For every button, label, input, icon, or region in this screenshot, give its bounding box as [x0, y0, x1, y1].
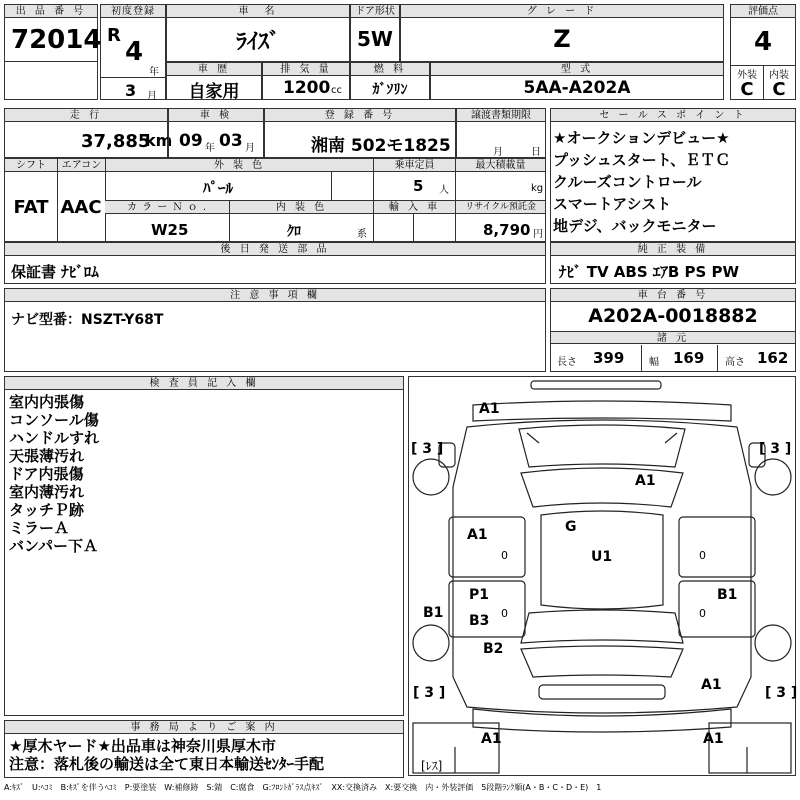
inspector-note: コンソール傷	[9, 411, 99, 429]
office-note: 注意：落札後の輸送は全て東日本輸送ｾﾝﾀｰ手配	[9, 755, 325, 773]
chassis-number: A202A-0018882	[588, 305, 758, 327]
import-header: 輸 入 車	[373, 201, 455, 214]
sales-point: ★オークションデビュー★	[553, 129, 730, 147]
damage-left-rear-fender: B2	[483, 641, 504, 657]
color-number: W25	[151, 221, 189, 239]
damage-left-step: B1	[423, 605, 444, 621]
door-box	[350, 4, 400, 62]
fuel-header: 燃 料	[351, 63, 429, 76]
inspector-note: 室内薄汚れ	[9, 483, 85, 501]
damage-roof-u1: U1	[591, 549, 613, 565]
sales-point: スマートアシスト	[553, 195, 672, 213]
reg-year-unit: 年	[149, 67, 159, 78]
transfer-month: 月	[493, 147, 503, 158]
inspector-note: ハンドルすれ	[9, 429, 100, 447]
inspector-note: タッチＰ跡	[9, 501, 85, 519]
damage-roof-g: G	[565, 519, 577, 535]
equipment-box	[550, 242, 796, 284]
shaken-header: 車 検	[169, 109, 263, 122]
zero-marker: 0	[699, 549, 706, 562]
office-box	[4, 720, 404, 778]
shift-header: シフト	[5, 159, 57, 172]
notes: ナビ型番：NSZT-Y68T	[11, 312, 164, 328]
mileage-header: 走 行	[5, 109, 167, 122]
fuel-box	[350, 62, 430, 100]
registration-number: 湘南 502モ1825	[311, 136, 451, 156]
width: 169	[673, 349, 705, 367]
shaken-box	[168, 108, 264, 158]
air-conditioner: AAC	[60, 197, 102, 218]
displacement-header: 排 気 量	[263, 63, 349, 76]
capacity: 5	[413, 177, 424, 195]
ext-color-header: 外 装 色	[105, 159, 373, 172]
dimensions-header: 諸 元	[551, 331, 795, 344]
shaken-year-unit: 年	[205, 143, 215, 154]
inspector-box	[4, 376, 404, 716]
tire-rear-left: [ 3 ]	[413, 685, 446, 701]
recycle-header: リサイクル預託金	[455, 201, 545, 214]
spec-box	[4, 158, 546, 242]
sales-point: 地デジ、バックモニター	[553, 217, 717, 235]
inspector-note: 天張薄汚れ	[9, 447, 85, 465]
registration-box	[264, 108, 456, 158]
mileage-box	[4, 108, 173, 158]
chassis-box	[550, 288, 796, 372]
inspector-notes	[9, 393, 99, 555]
interior-color: ｸﾛ	[287, 224, 301, 240]
inspector-header: 検 査 員 記 入 欄	[5, 377, 403, 390]
score-header: 評価点	[731, 5, 795, 18]
grade-box	[400, 4, 724, 62]
zero-marker: 0	[699, 607, 706, 620]
height-label: 高さ	[725, 357, 745, 368]
damage-rear-bumper-right: A1	[703, 731, 724, 747]
legend: A:ｷｽﾞ U:ﾍｺﾐ B:ｷｽﾞを伴うﾍｺﾐ P:要塗装 W:補修跡 S:錆 C:腐食 G:ﾌﾛﾝﾄｶﾞﾗｽ点ｷｽﾞ XX:交換済み X:要交換 内・外装評価 5段階ﾗﾝｸ順(A・B・C・D・E) 1	[4, 783, 602, 792]
notes-header: 注 意 事 項 欄	[5, 289, 545, 302]
model-header: 型 式	[431, 63, 723, 76]
damage-left-front-door: A1	[467, 527, 488, 543]
displacement: 1200	[283, 78, 331, 98]
damage-hood: A1	[635, 473, 656, 489]
overall-score: 4	[753, 27, 773, 57]
inspector-note: ミラーＡ	[9, 519, 70, 537]
damage-rear-bumper-left: A1	[481, 731, 502, 747]
shaken-month: 03	[219, 131, 243, 151]
later-parts-box	[4, 242, 546, 284]
recycle-fee: 8,790	[483, 221, 531, 239]
sales-points-list	[553, 127, 730, 237]
later-parts: 保証書 ﾅﾋﾞﾛﾑ	[11, 263, 99, 281]
width-label: 幅	[649, 357, 659, 368]
era: R	[107, 25, 121, 46]
door-header: ドア形状	[351, 5, 399, 18]
mileage: 37,885	[81, 131, 151, 152]
capacity-unit: 人	[439, 185, 449, 196]
length: 399	[593, 349, 625, 367]
sales-points-header: セ ー ル ス ポ イ ン ト	[551, 109, 795, 122]
car-diagram-box	[408, 376, 796, 776]
tire-rear-right: [ 3 ]	[765, 685, 798, 701]
grade-header: グ レ ー ド	[401, 5, 723, 18]
interior-color-unit: 系	[357, 229, 367, 240]
spare-tire: [ﾚｽ]	[421, 759, 443, 773]
fuel: ｶﾞｿﾘﾝ	[372, 82, 408, 98]
zero-marker: 0	[501, 607, 508, 620]
damage-right-rear-fender: A1	[701, 677, 722, 693]
inspector-note: 室内内張傷	[9, 393, 85, 411]
model-box	[430, 62, 724, 100]
max-load-unit: kg	[531, 183, 544, 194]
zero-marker: 0	[501, 549, 508, 562]
interior-header: 内装	[769, 70, 789, 81]
sales-point: プッシュスタート、ＥＴＣ	[553, 151, 731, 169]
damage-front-bumper: A1	[479, 401, 500, 417]
tire-front-right: [ 3 ]	[759, 441, 792, 457]
displacement-box	[262, 62, 350, 100]
car-name-header: 車 名	[167, 5, 349, 18]
int-color-header: 内 装 色	[229, 201, 373, 214]
lot-number: 72014	[11, 25, 102, 55]
color-no-header: カ ラ ー Ｎ ｏ .	[105, 201, 229, 214]
car-name: ﾗｲｽﾞ	[235, 30, 280, 55]
interior-score: C	[772, 79, 786, 100]
vehicle-history: 自家用	[188, 82, 240, 102]
max-load-header: 最大積載量	[455, 159, 545, 172]
ac-header: エアコン	[57, 159, 105, 172]
exterior-header: 外装	[737, 70, 757, 81]
lot-number-box	[4, 4, 102, 100]
history-header: 車 歴	[167, 63, 261, 76]
later-parts-header: 後 日 発 送 部 品	[5, 243, 545, 256]
office-notes	[9, 737, 324, 773]
first-registration-header: 初度登録	[101, 5, 165, 18]
transfer-day: 日	[531, 147, 541, 158]
sales-points-box	[550, 108, 796, 242]
exterior-color: ﾊﾟｰﾙ	[202, 179, 233, 197]
car-diagram	[409, 377, 798, 775]
tire-front-left: [ 3 ]	[411, 441, 444, 457]
reg-month-unit: 月	[147, 91, 157, 102]
shaken-month-unit: 月	[245, 143, 255, 154]
inspector-note: ドア内張傷	[9, 465, 84, 483]
displacement-unit: cc	[331, 85, 342, 96]
capacity-header: 乗車定員	[373, 159, 455, 172]
office-header: 事 務 局 よ り ご 案 内	[5, 721, 403, 734]
office-note: ★厚木ヤード★出品車は神奈川県厚木市	[9, 737, 276, 755]
height: 162	[757, 349, 789, 367]
transfer-box	[456, 108, 546, 158]
model-code: 5AA-A202A	[523, 78, 631, 98]
reg-year: 4	[125, 37, 144, 67]
grade: Z	[553, 25, 571, 53]
inspector-note: バンパー下Ａ	[9, 537, 98, 555]
equipment-header: 純 正 装 備	[551, 243, 795, 256]
notes-box	[4, 288, 546, 372]
shift: FAT	[13, 197, 49, 218]
history-box	[166, 62, 262, 100]
car-name-box	[166, 4, 350, 62]
transfer-header: 譲渡書類期限	[457, 109, 545, 122]
score-box	[730, 4, 796, 100]
equipment: ﾅﾋﾞ TV ABS ｴｱB PS PW	[559, 263, 740, 281]
chassis-header: 車 台 番 号	[551, 289, 795, 302]
recycle-unit: 円	[533, 229, 543, 240]
sales-point: クルーズコントロール	[553, 173, 702, 191]
length-label: 長さ	[557, 357, 577, 368]
exterior-score: C	[740, 79, 754, 100]
mileage-unit: km	[145, 131, 173, 150]
damage-left-rear-door-p1: P1	[469, 587, 490, 603]
damage-right-rear-door: B1	[717, 587, 738, 603]
damage-left-rear-door-b3: B3	[469, 613, 490, 629]
first-registration-box	[100, 4, 166, 100]
reg-month: 3	[125, 81, 137, 100]
shaken-year: 09	[179, 131, 203, 151]
lot-number-header: 出 品 番 号	[5, 5, 97, 18]
door-type: 5W	[357, 27, 393, 51]
registration-header: 登 録 番 号	[265, 109, 455, 122]
